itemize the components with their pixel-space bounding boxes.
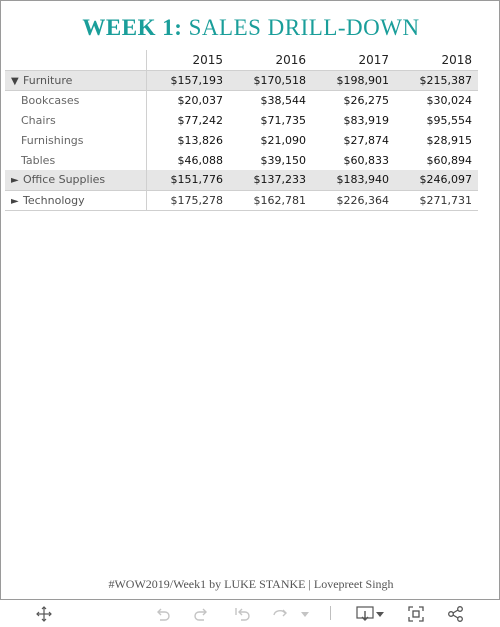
sales-cell[interactable]: $21,090 bbox=[260, 133, 306, 147]
sales-cell[interactable]: $26,275 bbox=[343, 93, 389, 107]
year-header[interactable]: 2015 bbox=[146, 50, 229, 70]
year-header[interactable]: 2017 bbox=[312, 50, 395, 70]
category-header-technology[interactable] bbox=[5, 190, 146, 210]
revert-icon[interactable] bbox=[232, 604, 252, 624]
category-label: Furniture bbox=[23, 73, 73, 87]
category-header-furniture[interactable] bbox=[5, 70, 146, 90]
collapsed-triangle-icon[interactable]: ► bbox=[11, 195, 19, 207]
sales-cell[interactable]: $198,901 bbox=[312, 70, 395, 90]
download-dropdown-chevron-down-icon[interactable] bbox=[374, 604, 386, 624]
year-header-row bbox=[5, 50, 478, 70]
sales-cell[interactable]: $30,024 bbox=[426, 93, 472, 107]
sales-cell[interactable]: $39,150 bbox=[260, 153, 306, 167]
subcategory-row[interactable] bbox=[5, 90, 478, 110]
subcategory-label: Chairs bbox=[5, 110, 146, 130]
sales-cell[interactable]: $157,193 bbox=[146, 70, 229, 90]
category-row-technology[interactable] bbox=[5, 190, 478, 210]
undo-icon[interactable] bbox=[152, 604, 172, 624]
sales-cell[interactable]: $95,554 bbox=[426, 113, 472, 127]
sales-cell[interactable]: $215,387 bbox=[395, 70, 478, 90]
sales-cell[interactable]: $38,544 bbox=[260, 93, 306, 107]
category-label: Office Supplies bbox=[23, 173, 106, 187]
refresh-icon[interactable] bbox=[270, 604, 290, 624]
expanded-triangle-icon[interactable]: ▼ bbox=[11, 75, 19, 87]
sales-cell[interactable]: $83,919 bbox=[343, 113, 389, 127]
year-header[interactable]: 2018 bbox=[395, 50, 478, 70]
download-icon[interactable] bbox=[354, 604, 376, 624]
sales-cell[interactable]: $183,940 bbox=[312, 170, 395, 190]
sales-cell[interactable]: $151,776 bbox=[146, 170, 229, 190]
sales-cell[interactable]: $13,826 bbox=[177, 133, 223, 147]
share-icon[interactable] bbox=[446, 604, 466, 624]
sales-cell[interactable]: $271,731 bbox=[395, 190, 478, 210]
refresh-dropdown-chevron-down-icon[interactable] bbox=[298, 604, 312, 624]
category-label: Technology bbox=[23, 193, 85, 207]
subcategory-row[interactable] bbox=[5, 130, 478, 150]
subcategory-label: Tables bbox=[5, 150, 146, 170]
subcategory-label: Bookcases bbox=[5, 90, 146, 110]
sales-cell[interactable]: $27,874 bbox=[343, 133, 389, 147]
title-rest: SALES DRILL-DOWN bbox=[182, 15, 420, 40]
sales-cell[interactable]: $46,088 bbox=[177, 153, 223, 167]
corner-cell bbox=[5, 50, 146, 70]
sales-cell[interactable]: $28,915 bbox=[426, 133, 472, 147]
dashboard-title bbox=[1, 15, 500, 41]
sales-cell[interactable]: $137,233 bbox=[229, 170, 312, 190]
sales-cell[interactable]: $175,278 bbox=[146, 190, 229, 210]
sales-cell[interactable]: $77,242 bbox=[177, 113, 223, 127]
subcategory-row[interactable] bbox=[5, 150, 478, 170]
fullscreen-icon[interactable] bbox=[406, 604, 426, 624]
subcategory-row[interactable] bbox=[5, 110, 478, 130]
collapsed-triangle-icon[interactable]: ► bbox=[11, 175, 19, 187]
category-row-furniture[interactable] bbox=[5, 70, 478, 90]
sales-cell[interactable]: $170,518 bbox=[229, 70, 312, 90]
sales-cell[interactable]: $60,894 bbox=[426, 153, 472, 167]
subcategory-label: Furnishings bbox=[5, 130, 146, 150]
sales-cell[interactable]: $60,833 bbox=[343, 153, 389, 167]
sales-cell[interactable]: $20,037 bbox=[177, 93, 223, 107]
sales-cell[interactable]: $71,735 bbox=[260, 113, 306, 127]
toolbar-divider bbox=[330, 606, 331, 620]
footer-credits: #WOW2019/Week1 by LUKE STANKE | Lovepreet Singh bbox=[108, 577, 394, 591]
title-week: WEEK 1: bbox=[82, 15, 183, 40]
year-header[interactable]: 2016 bbox=[229, 50, 312, 70]
category-row-office-supplies[interactable] bbox=[5, 170, 478, 190]
sales-cell[interactable]: $162,781 bbox=[229, 190, 312, 210]
redo-icon[interactable] bbox=[192, 604, 212, 624]
viz-toolbar bbox=[0, 600, 500, 627]
sales-crosstab bbox=[5, 50, 478, 211]
category-header-office-supplies[interactable] bbox=[5, 170, 146, 190]
move-icon[interactable] bbox=[34, 604, 54, 624]
sales-cell[interactable]: $226,364 bbox=[312, 190, 395, 210]
sales-cell[interactable]: $246,097 bbox=[395, 170, 478, 190]
